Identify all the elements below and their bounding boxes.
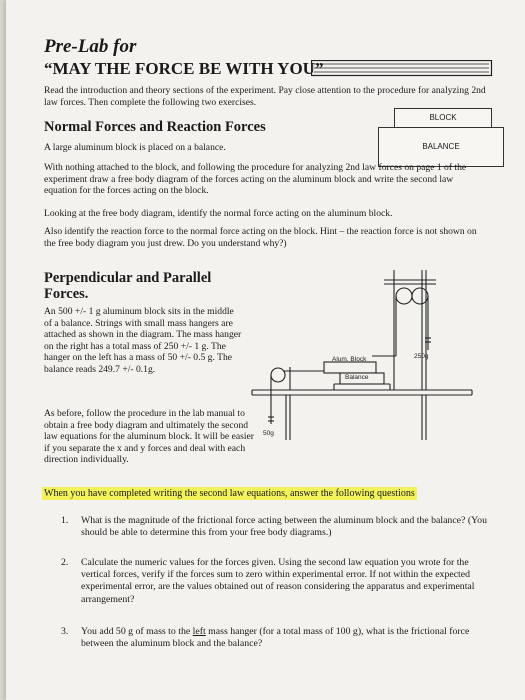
balance-box <box>378 127 504 167</box>
question-3-text-post: mass hanger (for a total mass of 100 g), what is the frictional force between the aluminum block and the balance? <box>81 626 470 650</box>
section2-p2: As before, follow the procedure in the lab manual to obtain a free body diagram and ultimately the second law equations for the aluminum block. It will be easier if you separate the x and y forces and deal with each direction individually. <box>44 408 254 466</box>
intro-paragraph: Read the introduction and theory sections of the experiment. Pay close attention to the procedure for analyzing 2nd law forces. Then complete the following two exercises. <box>44 85 486 108</box>
block-label: BLOCK <box>429 113 457 122</box>
question-3-number: 3. <box>61 626 69 637</box>
left-mass-label: 50g <box>263 430 274 437</box>
balance-diagram-label: Balance <box>345 374 369 381</box>
block-box <box>394 108 492 128</box>
section1-p2: With nothing attached to the block, and following the procedure for analyzing 2nd law forces on page 1 of the experiment draw a free body diagram of the forces acting on the aluminum block and write the second law equation for the forces acting on the block. <box>44 162 467 197</box>
section1-p3: Looking at the free body diagram, identify the normal force acting on the aluminum block. <box>44 208 393 219</box>
instruction-highlight: When you have completed writing the second law equations, answer the following questions <box>44 488 415 499</box>
balance-label: BALANCE <box>422 142 460 151</box>
section1-p1: A large aluminum block is placed on a balance. <box>44 142 226 153</box>
title-line-1: Pre-Lab for <box>44 36 137 57</box>
question-1-number: 1. <box>61 515 69 526</box>
instruction-text <box>42 488 417 500</box>
section2-heading-line2: Forces. <box>44 286 89 302</box>
question-2 <box>61 557 491 606</box>
section2-p1: An 500 +/- 1 g aluminum block sits in the middle of a balance. Strings with small mass hangers are attached as shown in the diagram. The mass hanger on the right has a total mass of 250 +/- 1 g. The hanger on the left has a mass of 50 +/- 0.5 g. The balance reads 249.7 +/- 0.1g. <box>44 306 242 375</box>
alum-block-label: Alum. Block <box>332 356 367 363</box>
title-decoration-lines <box>311 60 493 78</box>
question-3-text-underlined: left <box>192 626 206 637</box>
section1-heading: Normal Forces and Reaction Forces <box>44 119 266 135</box>
question-2-text: Calculate the numeric values for the forces given. Using the second law equation you wrote for the vertical forces, verify if the forces sum to zero within experimental error. If not within the expected experimental error, are the values obtained out of reason considering the apparatus and experimental arrangement? <box>81 557 475 605</box>
apparatus-diagram <box>246 262 486 442</box>
title-line-2: “MAY THE FORCE BE WITH YOU” <box>44 59 324 78</box>
question-1 <box>61 515 491 539</box>
question-3-text-pre: You add 50 g of mass to the <box>81 626 193 637</box>
right-mass-label: 250g <box>414 353 429 360</box>
section2-heading-line1: Perpendicular and Parallel <box>44 270 212 286</box>
question-1-text: What is the magnitude of the frictional force acting between the aluminum block and the balance? (You should be able to determine this from your free body diagrams.) <box>81 515 487 539</box>
question-2-number: 2. <box>61 557 69 568</box>
section1-p4: Also identify the reaction force to the normal force acting on the block. Hint – the reaction force is not shown on the free body diagram you just drew. Do you understand why?) <box>44 226 477 249</box>
worksheet-page <box>6 0 525 700</box>
question-3 <box>61 626 491 650</box>
